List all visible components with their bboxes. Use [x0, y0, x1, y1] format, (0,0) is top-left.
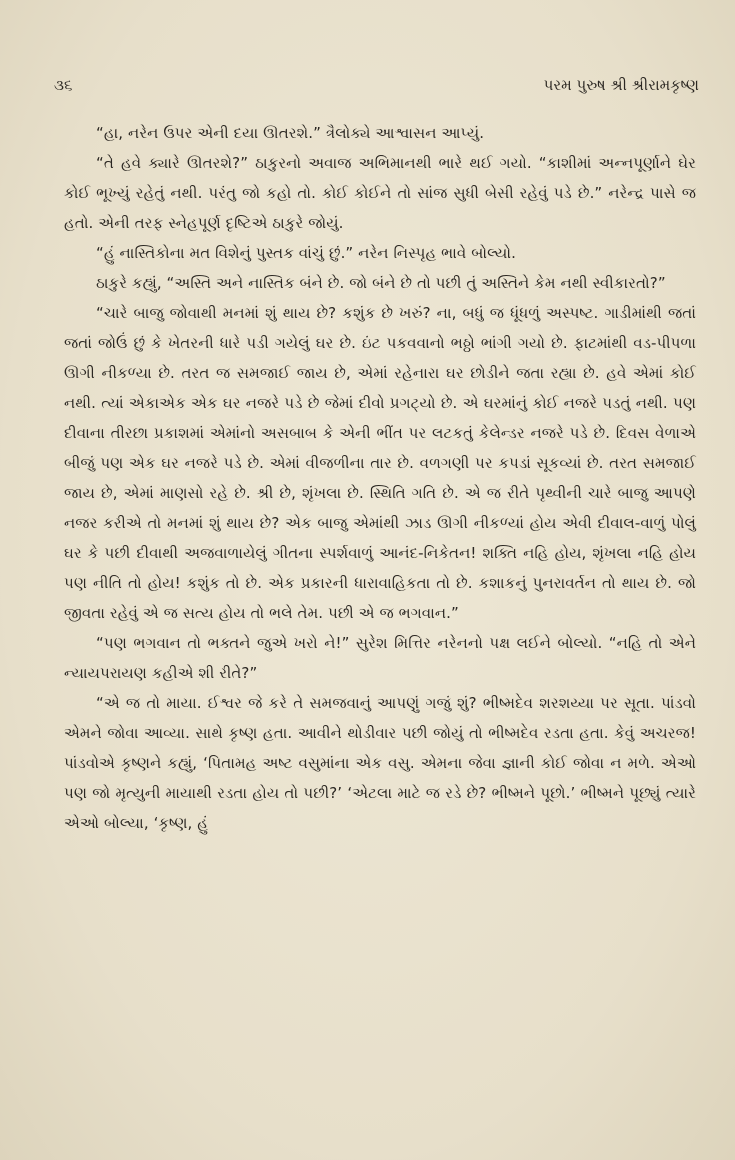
paragraph: “ચારે બાજુ જોવાથી મનમાં શું થાય છે? કશુંક છે ખરું? ના, બધું જ ધૂંધળું અસ્પષ્ટ. ગાડીમાંથી જતાં જતાં જોઉં છું કે ખેતરની ધારે પડી ગયેલું ઘર છે. ઇંટ પકવવાનો ભઠ્ઠો ભાંગી ગયો છે. ફાટમાંથી વડ-પીપળા ઊગી નીકળ્યા છે. તરત જ સમજાઈ જાય છે, એમાં રહેનારા ઘર છોડીને જતા રહ્યા છે. હવે એમાં કોઈ નથી. ત્યાં એકાએક એક ઘર નજરે પડે છે જેમાં દીવો પ્રગટ્યો છે. એ ઘરમાંનું કોઈ નજરે પડતું નથી. પણ દીવાના તીરછા પ્રકાશમાં એમાંનો અસબાબ કે એની ભીંત પર લટકતું કેલેન્ડર નજરે પડે છે. દિવસ વેળાએ બીજું પણ એક ઘર નજરે પડે છે. એમાં વીજળીના તાર છે. વળગણી પર કપડાં સૂકવ્યાં છે. તરત સમજાઈ જાય છે, એમાં માણસો રહે છે. શ્રી છે, શૃંખલા છે. સ્થિતિ ગતિ છે. એ જ રીતે પૃથ્વીની ચારે બાજુ આપણે નજર કરીએ તો મનમાં શું થાય છે? એક બાજુ એમાંથી ઝાડ ઊગી નીકળ્યાં હોય એવી દીવાલ-વાળું પોલું ઘર કે પછી દીવાથી અજવાળાયેલું ગીતના સ્પર્શવાળું આનંદ-નિકેતન! શક્તિ નહિ હોય, શૃંખલા નહિ હોય પણ નીતિ તો હોય! કશુંક તો છે. એક પ્રકારની ધારાવાહિકતા તો છે. કશાકનું પુનરાવર્તન તો થાય છે. જો જીવતા રહેવું એ જ સત્ય હોય તો ભલે તેમ. પછી એ જ ભગવાન.”	[64, 304, 696, 622]
paragraph: “હું નાસ્તિકોના મત વિશેનું પુસ્તક વાંચું છું.” નરેન નિસ્પૃહ ભાવે બોલ્યો.	[96, 244, 516, 262]
page-number: ૩૬	[54, 76, 73, 94]
running-head: પરમ પુરુષ શ્રી શ્રીરામકૃષ્ણ	[543, 76, 699, 94]
paragraph: “તે હવે ક્યારે ઊતરશે?” ઠાકુરનો અવાજ અભિમાનથી ભારે થઈ ગયો. “કાશીમાં અન્નપૂર્ણાને ઘેર કોઈ ભૂખ્યું રહેતું નથી. પરંતુ જો કહો તો. કોઈ કોઈને તો સાંજ સુધી બેસી રહેવું પડે છે.” નરેન્દ્ર પાસે જ હતો. એની તરફ સ્નેહપૂર્ણ દૃષ્ટિએ ઠાકુરે જોયું.	[64, 154, 696, 232]
page-header	[54, 76, 699, 100]
paragraph: “એ જ તો માયા. ઈશ્વર જે કરે તે સમજવાનું આપણું ગજું શું? ભીષ્મદેવ શરશય્યા પર સૂતા. પાંડવો એમને જોવા આવ્યા. સાથે કૃષ્ણ હતા. આવીને થોડીવાર પછી જોયું તો ભીષ્મદેવ રડતા હતા. કેવું અચરજ! પાંડવોએ કૃષ્ણને કહ્યું, ‘પિતામહ અષ્ટ વસુમાંના એક વસુ. એમના જેવા જ્ઞાની કોઈ જોવા ન મળે. એઓ પણ જો મૃત્યુની માયાથી રડતા હોય તો પછી?’ ‘એટલા માટે જ રડે છે? ભીષ્મને પૂછો.’ ભીષ્મને પૂછ્યું ત્યારે એઓ બોલ્યા, ‘કૃષ્ણ, હું	[64, 694, 696, 832]
body-text	[64, 118, 696, 838]
paragraph: “પણ ભગવાન તો ભક્તને જુએ ખરો ને!” સુરેશ મિત્તિર નરેનનો પક્ષ લઈને બોલ્યો. “નહિ તો એને ન્યાયપરાયણ કહીએ શી રીતે?”	[64, 634, 696, 682]
paragraph: “હા, નરેન ઉપર એની દયા ઊતરશે.” ત્રૈલોક્યે આશ્વાસન આપ્યું.	[96, 124, 485, 142]
paragraph: ઠાકુરે કહ્યું, “અસ્તિ અને નાસ્તિક બંને છે. જો બંને છે તો પછી તું અસ્તિને કેમ નથી સ્વીકારતો?”	[96, 274, 666, 292]
